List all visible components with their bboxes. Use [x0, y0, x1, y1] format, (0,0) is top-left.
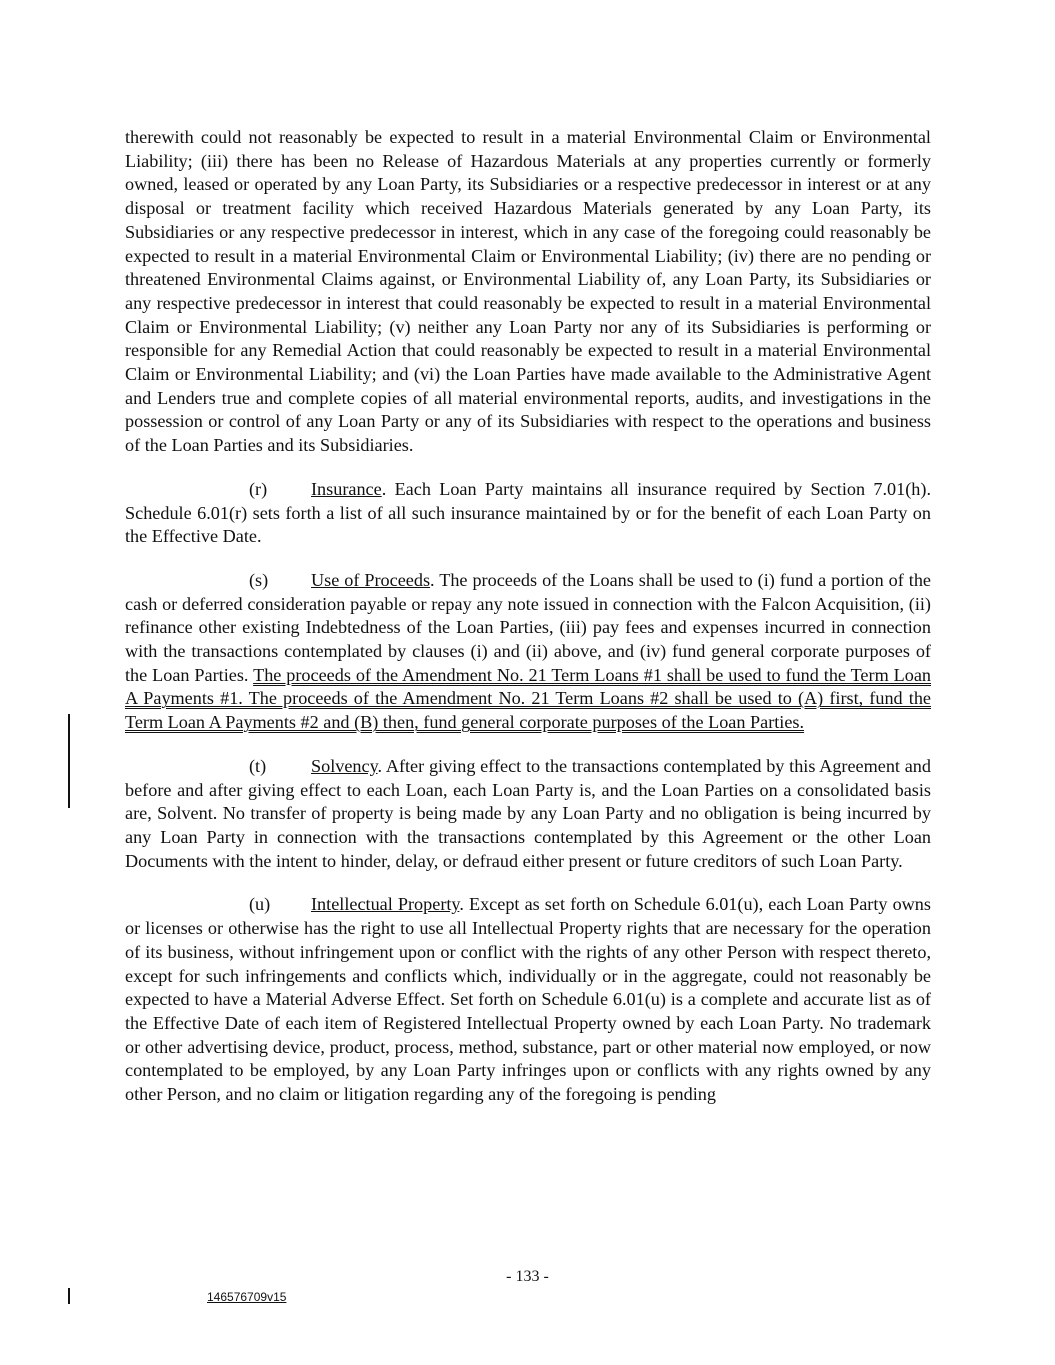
section-r-paragraph — [125, 478, 931, 549]
section-r-label: (r) — [249, 478, 268, 499]
section-s-inserted-text: The proceeds of the Amendment No. 21 Term Loans #1 shall be used to fund the Term Loan A Payments #1. The proceeds of the Amendment No. 21 Term Loans #2 shall be used to (A) first, fund the Term Loan A Payments #2 and (B) then, fund general corporate purposes of the Loan Parties. — [125, 664, 932, 733]
section-t-paragraph — [125, 755, 931, 874]
section-r-text: . Each Loan Party maintains all insurance required by Section 7.01(h). Schedule 6.01(r) sets forth a list of all such insurance maintained by or for the benefit of each Loan Party on the Effective Date. — [125, 478, 931, 547]
section-u-label: (u) — [249, 894, 271, 915]
footer-change-bar — [68, 1288, 70, 1304]
section-u-paragraph — [125, 893, 931, 1106]
section-t-text: . After giving effect to the transactions contemplated by this Agreement and before and after giving effect to each Loan, each Loan Party is, and the Loan Parties on a consolidated basis are, Solvent. No transfer of property is being made by any Loan Party and no obligation is being incurred by any Loan Party in connection with the transactions contemplated by this Agreement or the other Loan Documents with the intent to hinder, delay, or defraud either present or future creditors of such Loan Party. — [125, 755, 931, 871]
page-number: - 133 - — [506, 1268, 549, 1285]
section-s-heading: Use of Proceeds — [311, 569, 431, 590]
section-s-label: (s) — [249, 569, 269, 590]
document-id: 146576709v15 — [207, 1290, 287, 1304]
section-t-label: (t) — [249, 755, 267, 776]
document-body — [125, 126, 931, 1127]
revision-change-bar — [68, 714, 70, 808]
section-s-paragraph — [125, 569, 931, 735]
continuation-text: therewith could not reasonably be expected to result in a material Environmental Claim or Environmental Liability; (iii) there has been no Release of Hazardous Materials at any properties currently or formerly owned, leased or operated by any Loan Party, its Subsidiaries or a respective predecessor in interest or at any disposal or treatment facility which received Hazardous Materials generated by any Loan Party, its Subsidiaries or any respective predecessor in interest, which in any case of the foregoing could reasonably be expected to result in a material Environmental Claim or Environmental Liability; (iv) there are no pending or threatened Environmental Claims against, or Environmental Liability of, any Loan Party, its Subsidiaries or any respective predecessor in interest that could reasonably be expected to result in a material Environmental Claim or Environmental Liability; (v) neither any Loan Party nor any of its Subsidiaries is performing or responsible for any Remedial Action that could reasonably be expected to result in a material Environmental Claim or Environmental Liability; and (vi) the Loan Parties have made available to the Administrative Agent and Lenders true and complete copies of all material environmental reports, audits, and investigations in the possession or control of any Loan Party or any of its Subsidiaries with respect to the operations and business of the Loan Parties and its Subsidiaries. — [125, 127, 931, 456]
section-u-text: . Except as set forth on Schedule 6.01(u), each Loan Party owns or licenses or otherwise has the right to use all Intellectual Property rights that are necessary for the operation of its business, without infringement upon or conflict with the rights of any other Person with respect thereto, except for such infringements and conflicts which, individually or in the aggregate, could not reasonably be expected to have a Material Adverse Effect. Set forth on Schedule 6.01(u) is a complete and accurate list as of the Effective Date of each item of Registered Intellectual Property owned by each Loan Party. No trademark or other advertising device, product, process, method, substance, part or other material now employed, or now contemplated to be employed, by any Loan Party infringes upon or conflicts with any rights owned by any other Person, and no claim or litigation regarding any of the foregoing is pending — [125, 894, 931, 1105]
paragraph-continuation — [125, 126, 931, 458]
section-t-heading: Solvency — [311, 755, 378, 776]
section-s-text: . The proceeds of the Loans shall be used to (i) fund a portion of the cash or deferred consideration payable or repay any note issued in connection with the Falcon Acquisition, (ii) refinance other existing Indebtedness of the Loan Parties, (iii) pay fees and expenses incurred in connection with the transactions contemplated by clauses (i) and (ii) above, and (iv) fund general corporate purposes of the Loan Parties. — [125, 569, 931, 685]
section-r-heading: Insurance — [311, 478, 382, 499]
section-u-heading: Intellectual Property — [311, 894, 460, 915]
